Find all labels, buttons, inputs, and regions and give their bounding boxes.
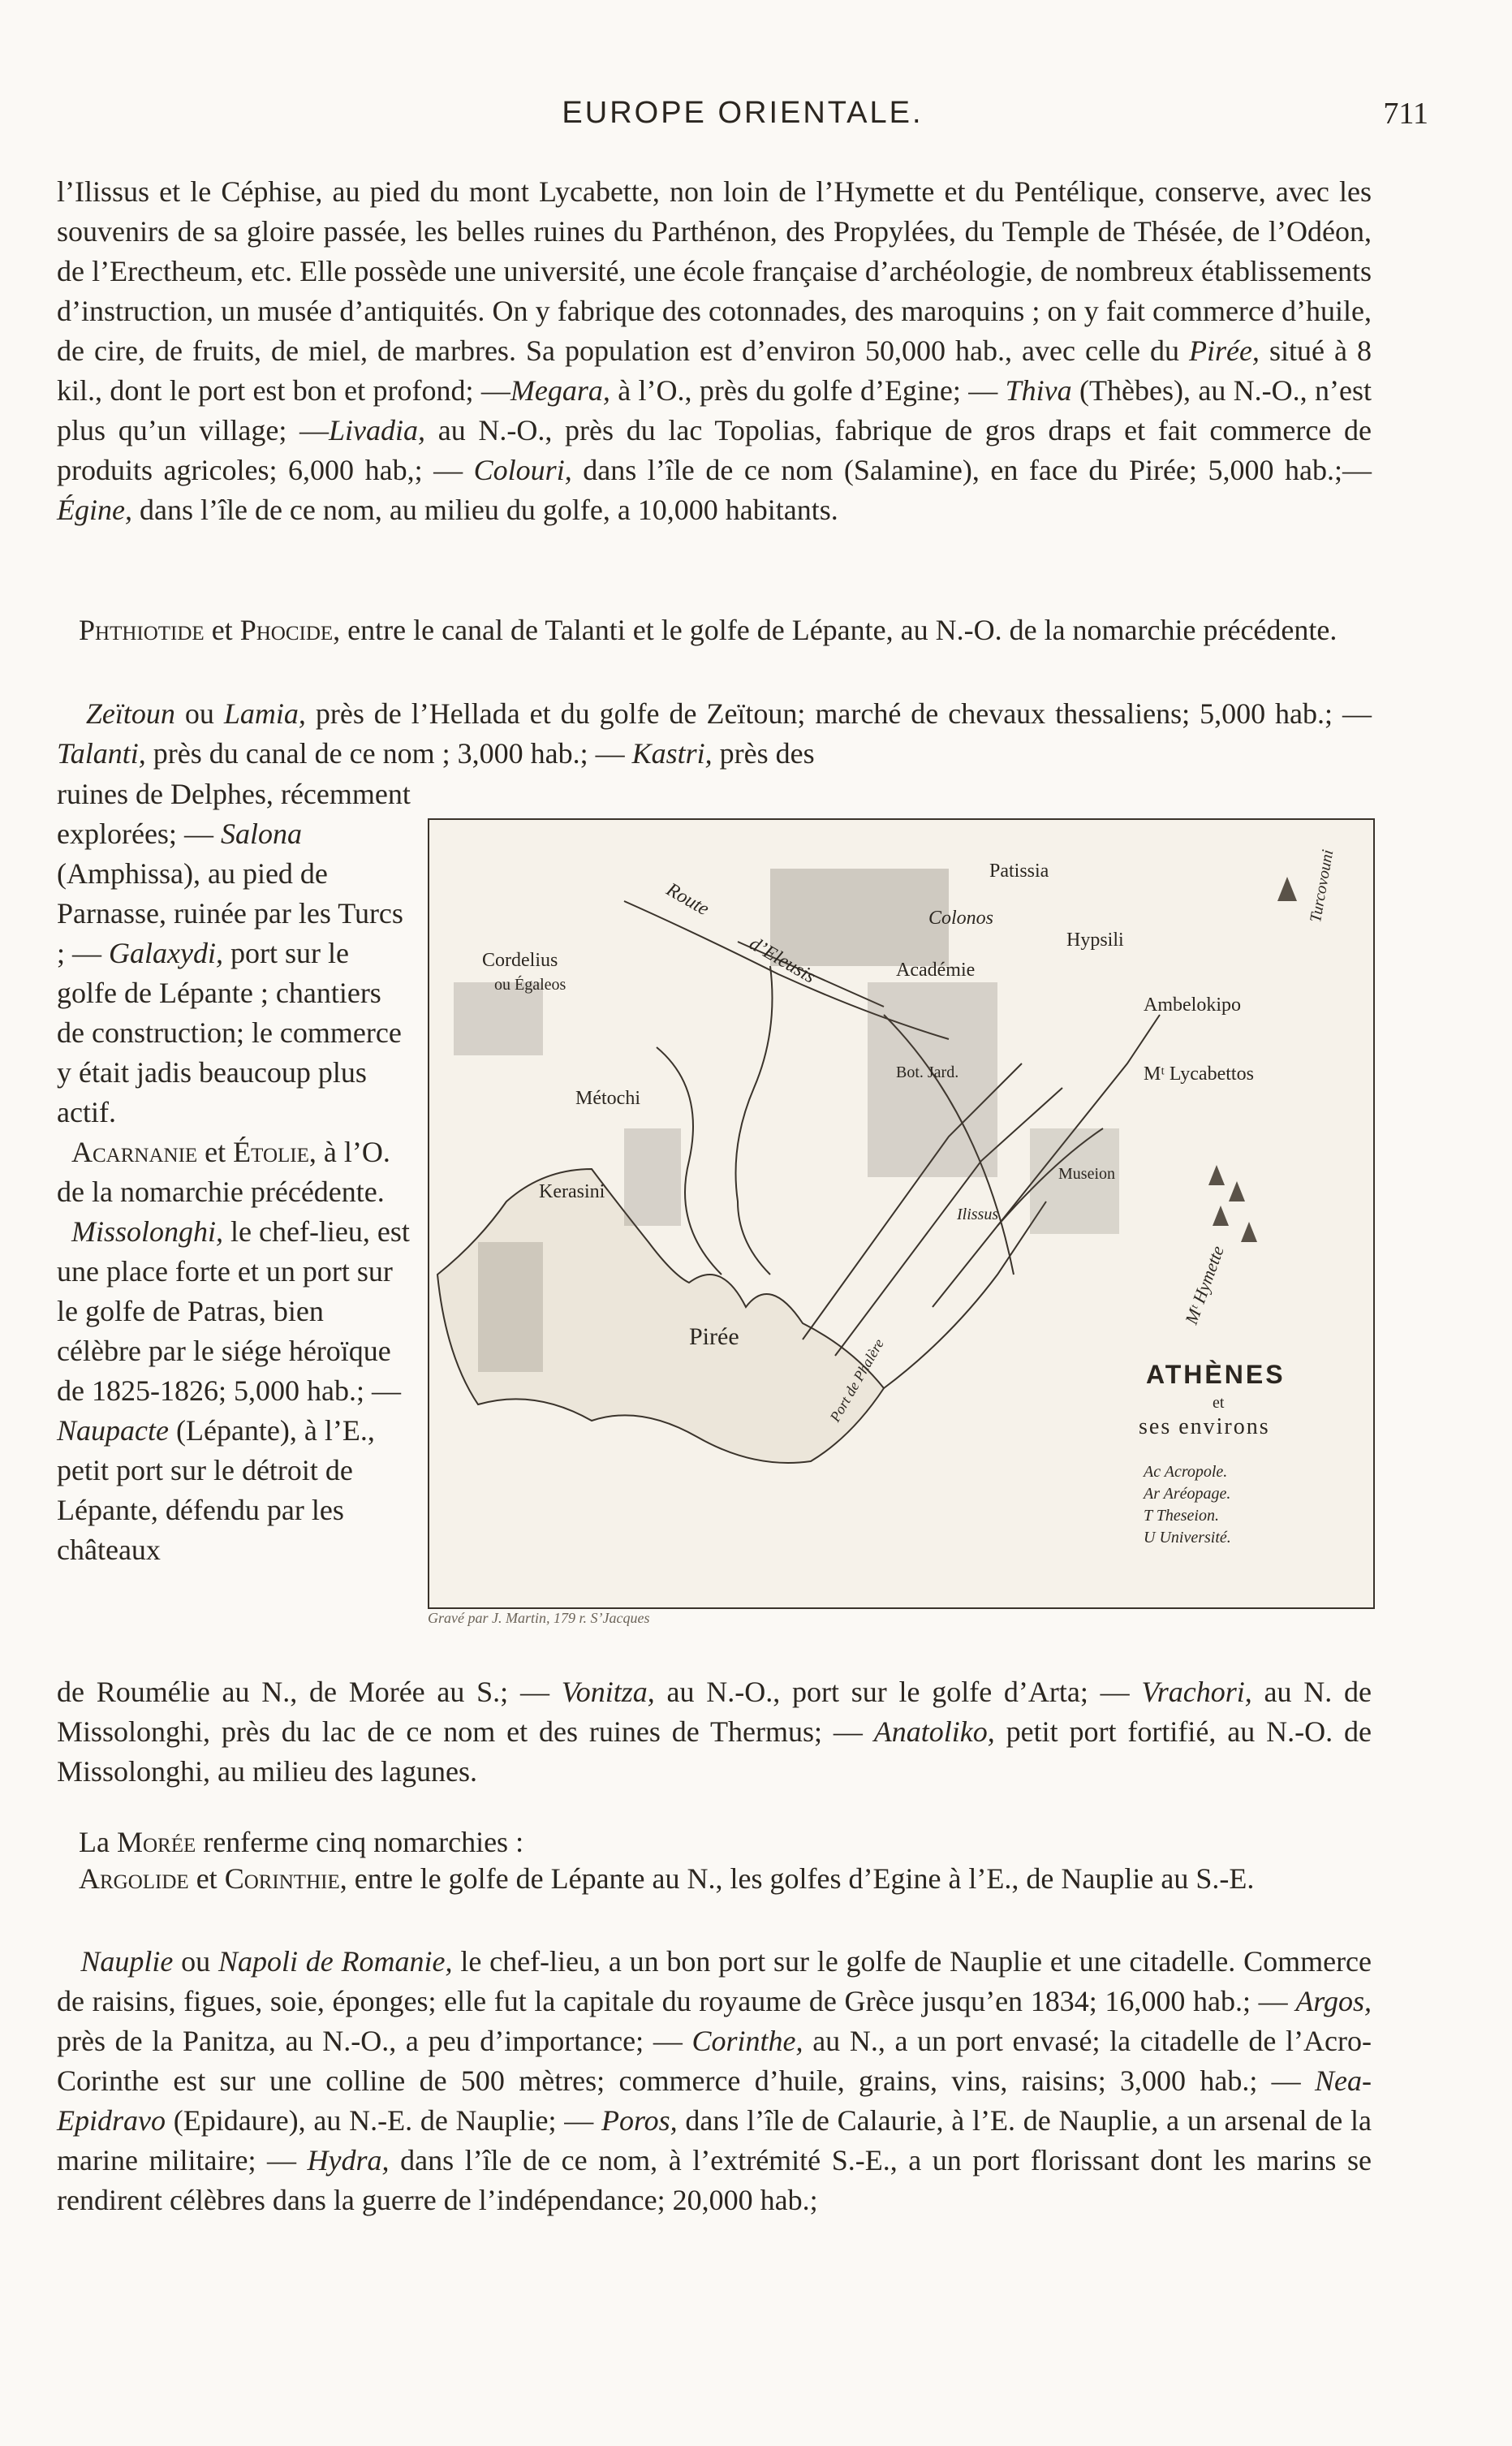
map-label-hymette: Mᵗ Hymette bbox=[1180, 1243, 1228, 1327]
paragraph-zeitoun bbox=[57, 694, 1372, 774]
legend-item bbox=[1144, 1505, 1231, 1527]
text-run: (Epidaure), au N.-E. de Nauplie; — bbox=[165, 2104, 601, 2137]
running-header bbox=[57, 96, 1428, 145]
map-engraver-credit: Gravé par J. Martin, 179 r. S’Jacques bbox=[428, 1610, 650, 1626]
text-run: près de l’Hellada et du golfe de Zeïtoun; marché de chevaux thessaliens; 5,000 hab.; — bbox=[305, 697, 1372, 730]
map-label-metochi: Métochi bbox=[575, 1088, 640, 1109]
map-label-bot: Bot. Jard. bbox=[896, 1063, 959, 1081]
text-run: à l’O., près du golfe d’Egine; — bbox=[610, 374, 1006, 407]
place-name: Livadia, bbox=[329, 414, 426, 446]
paragraph-nauplie bbox=[57, 1942, 1372, 2220]
map-label-piree: Pirée bbox=[689, 1323, 739, 1350]
paragraph-athens bbox=[57, 172, 1372, 530]
map-label-phalere: Port de Phalère bbox=[826, 1335, 887, 1425]
region-name: Étolie bbox=[233, 1136, 309, 1168]
legend-item bbox=[1144, 1527, 1231, 1549]
legend-code: T bbox=[1144, 1507, 1152, 1525]
legend-item bbox=[1144, 1461, 1231, 1483]
legend-name: Theseion. bbox=[1156, 1507, 1219, 1525]
map-label-academie: Académie bbox=[896, 960, 976, 981]
place-name: Égine, bbox=[57, 494, 132, 526]
map-title-et: et bbox=[1213, 1394, 1225, 1412]
legend-item bbox=[1144, 1483, 1231, 1505]
text-run: et bbox=[188, 1862, 225, 1895]
region-name: Phthiotide bbox=[79, 614, 205, 646]
place-name: Napoli de Romanie, bbox=[218, 1945, 453, 1978]
map-title: ATHÈNES bbox=[1146, 1360, 1286, 1389]
text-run: dans l’île de Calaurie, à l’E. de Nauplie, a un arsenal de la marine militaire; — bbox=[57, 2104, 1372, 2176]
region-name: Morée bbox=[116, 1826, 196, 1858]
map-legend bbox=[1144, 1461, 1231, 1549]
paragraph-side-column bbox=[57, 774, 414, 1570]
map-label-hypsili: Hypsili bbox=[1066, 930, 1124, 951]
text-run: dans l’île de ce nom, à l’extrémité S.-E., a un port florissant dont les marins se rendirent célèbres dans la guerre de l’indépendance; 20,000 hab.; bbox=[57, 2144, 1372, 2216]
place-name: Anatoliko, bbox=[873, 1715, 995, 1748]
header-title: EUROPE ORIENTALE. bbox=[562, 96, 924, 130]
place-name: Vrachori, bbox=[1141, 1676, 1252, 1708]
text-run: dans l’île de ce nom, au milieu du golfe, a 10,000 habitants. bbox=[131, 494, 838, 526]
text-run: situé à 8 kil., dont le port est bon et profond; — bbox=[57, 334, 1372, 407]
legend-code: Ar bbox=[1144, 1485, 1160, 1503]
paragraph-moree bbox=[57, 1823, 1372, 1862]
legend-name: Aréopage. bbox=[1163, 1485, 1231, 1503]
text-run: près des bbox=[712, 737, 815, 770]
map-label-kerasini: Kerasini bbox=[539, 1181, 605, 1202]
place-name: Kastri, bbox=[631, 737, 713, 770]
map-drawing bbox=[429, 820, 1373, 1607]
text-run: près de la Panitza, au N.-O., a peu d’importance; — bbox=[57, 2025, 692, 2057]
text-run: ou bbox=[174, 697, 224, 730]
place-name: Colouri, bbox=[473, 454, 572, 486]
text-run: ruines de Delphes, récemment explorées; — bbox=[57, 778, 411, 850]
map-label-cordelius: Cordelius bbox=[482, 950, 558, 971]
map-label-eleusis: d’Eleusis bbox=[745, 933, 820, 988]
region-name: Corinthie bbox=[224, 1862, 340, 1895]
text-run: (Amphissa), au pied de Parnasse, ruinée par les Turcs ; — bbox=[57, 857, 403, 969]
place-name: Nauplie bbox=[80, 1945, 174, 1978]
text-run: au N., a un port envasé; la citadelle de l’Acro-Corinthe est sur une colline de 500 mètres; commerce d’huile, grains, vins, raisins; 3,000 hab.; — bbox=[57, 2025, 1372, 2097]
text-run: dans l’île de ce nom (Salamine), en face du Pirée; 5,000 hab.;— bbox=[571, 454, 1372, 486]
paragraph-phthiotide bbox=[57, 610, 1372, 650]
place-name: Argos, bbox=[1295, 1985, 1372, 2017]
text-run: , à l’O. de la nomarchie précédente. bbox=[57, 1136, 390, 1208]
text-run: La bbox=[79, 1826, 117, 1858]
place-name: Naupacte bbox=[57, 1414, 169, 1447]
map-label-egaleos: ou Égaleos bbox=[494, 976, 566, 994]
place-name: Nea-Epidravo bbox=[57, 2064, 1372, 2137]
map-label-ambelokipo: Ambelokipo bbox=[1144, 994, 1241, 1016]
text-run: l’Ilissus et le Céphise, au pied du mont Lycabette, non loin de l’Hymette et du Pentélique, conserve, avec les souvenirs de sa gloire passée, les belles ruines du Parthénon, des Propylées, du Temple de Thésée, de l’Odéon, de l’Erectheum, etc. Elle possède une université, une école française d’archéologie, de nombreux établissements d’instruction, un musée d’antiquités. On y fabrique des cotonnades, des maroquins ; on y fait commerce d’huile, de cire, de fruits, de miel, de marbres. Sa population est d’environ 50,000 hab., avec celle du bbox=[57, 175, 1372, 367]
place-name: Zeïtoun bbox=[85, 697, 175, 730]
paragraph-argolide bbox=[57, 1859, 1372, 1899]
place-name: Thiva bbox=[1005, 374, 1072, 407]
legend-name: Université. bbox=[1159, 1529, 1231, 1547]
text-run: de Roumélie au N., de Morée au S.; — bbox=[57, 1676, 562, 1708]
place-name: Talanti, bbox=[57, 737, 146, 770]
place-name: Pirée, bbox=[1188, 334, 1260, 367]
text-run: renferme cinq nomarchies : bbox=[196, 1826, 524, 1858]
text-run: le chef-lieu, a un bon port sur le golfe de Nauplie et une citadelle. Commerce de raisins, figues, soie, éponges; elle fut la capitale du royaume de Grèce jusqu’en 1834; 16,000 hab.; — bbox=[57, 1945, 1372, 2017]
text-run: (Thèbes), au N.-O., n’est plus qu’un village; — bbox=[57, 374, 1372, 446]
map-label-patissia: Patissia bbox=[989, 861, 1049, 882]
region-name: Phocide bbox=[239, 614, 334, 646]
map-mountains bbox=[1208, 877, 1297, 1242]
text-run: , entre le golfe de Lépante au N., les golfes d’Egine à l’E., de Nauplie au S.-E. bbox=[339, 1862, 1255, 1895]
page-number: 711 bbox=[1383, 97, 1428, 131]
map-label-colonos: Colonos bbox=[928, 908, 994, 929]
region-name: Acarnanie bbox=[71, 1136, 198, 1168]
place-name: Vonitza, bbox=[561, 1676, 655, 1708]
place-name: Galaxydi, bbox=[109, 937, 223, 969]
place-name: Missolonghi, bbox=[71, 1215, 224, 1248]
text-run: petit port fortifié, au N.-O. de Missolonghi, au milieu des lagunes. bbox=[57, 1715, 1372, 1788]
map-label-turcovouni: Turcovouni bbox=[1307, 848, 1338, 924]
legend-code: U bbox=[1144, 1529, 1156, 1547]
map-label-route: Route bbox=[662, 878, 713, 921]
place-name: Megara, bbox=[510, 374, 610, 407]
text-run: près du canal de ce nom ; 3,000 hab.; — bbox=[145, 737, 632, 770]
region-name: Argolide bbox=[79, 1862, 189, 1895]
text-run: port sur le golfe de Lépante ; chantiers de construction; le commerce y était jadis beaucoup plus actif. bbox=[57, 937, 402, 1128]
map-subtitle: ses environs bbox=[1139, 1414, 1270, 1439]
text-run: et bbox=[204, 614, 240, 646]
place-name: Corinthe, bbox=[691, 2025, 803, 2057]
text-run: et bbox=[197, 1136, 234, 1168]
legend-code: Ac bbox=[1144, 1463, 1161, 1481]
text-run: , entre le canal de Talanti et le golfe de Lépante, au N.-O. de la nomarchie précédente. bbox=[333, 614, 1338, 646]
place-name: Lamia, bbox=[223, 697, 306, 730]
map-athenes bbox=[428, 818, 1375, 1609]
text-run: au N.-O., port sur le golfe d’Arta; — bbox=[654, 1676, 1142, 1708]
text-run: au N.-O., près du lac Topolias, fabrique de gros draps et fait commerce de produits agricoles; 6,000 hab,; — bbox=[57, 414, 1372, 486]
place-name: Hydra, bbox=[307, 2144, 390, 2176]
map-label-ilissus: Ilissus bbox=[957, 1206, 999, 1223]
text-run: (Lépante), à l’E., petit port sur le détroit de Lépante, défendu par les châteaux bbox=[57, 1414, 375, 1566]
place-name: Salona bbox=[220, 817, 302, 850]
text-run: ou bbox=[173, 1945, 218, 1978]
place-name: Poros, bbox=[601, 2104, 678, 2137]
text-run: le chef-lieu, est une place forte et un port sur le golfe de Patras, bien célèbre par le siége héroïque de 1825-1826; 5,000 hab.; — bbox=[57, 1215, 410, 1407]
legend-name: Acropole. bbox=[1164, 1463, 1228, 1481]
map-label-lycabettos: Mᵗ Lycabettos bbox=[1144, 1063, 1254, 1085]
map-label-museion: Museion bbox=[1058, 1165, 1115, 1183]
paragraph-roumelie bbox=[57, 1672, 1372, 1792]
text-run: au N. de Missolonghi, près du lac de ce nom et des ruines de Thermus; — bbox=[57, 1676, 1372, 1748]
